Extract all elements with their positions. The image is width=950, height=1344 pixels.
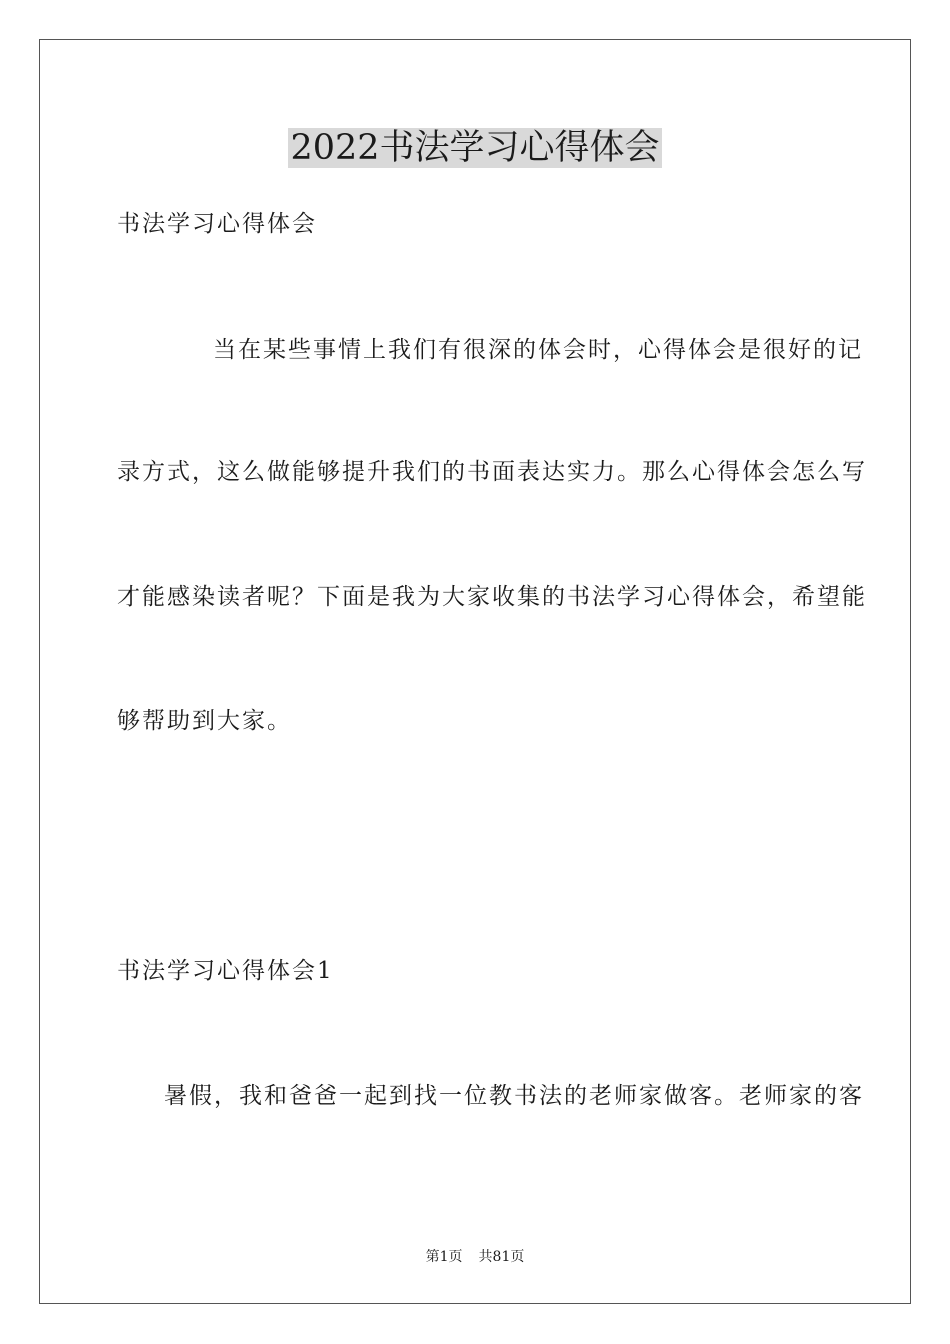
paragraph-line: 才能感染读者呢？下面是我为大家收集的书法学习心得体会，希望能 xyxy=(117,584,867,610)
page-footer xyxy=(0,1247,950,1267)
paragraph-line: 录方式，这么做能够提升我们的书面表达实力。那么心得体会怎么写 xyxy=(117,459,867,485)
document-title-text: 2022书法学习心得体会 xyxy=(290,128,660,168)
document-title xyxy=(0,124,950,172)
paragraph-line: 够帮助到大家。 xyxy=(117,708,292,734)
subtitle: 书法学习心得体会 xyxy=(117,211,317,237)
page-total: 共81页 xyxy=(478,1249,525,1265)
page-number: 第1页 xyxy=(425,1249,463,1265)
paragraph-line: 当在某些事情上我们有很深的体会时，心得体会是很好的记 xyxy=(213,337,863,363)
section-heading: 书法学习心得体会1 xyxy=(117,958,334,984)
paragraph-line: 暑假，我和爸爸一起到找一位教书法的老师家做客。老师家的客 xyxy=(164,1083,864,1109)
